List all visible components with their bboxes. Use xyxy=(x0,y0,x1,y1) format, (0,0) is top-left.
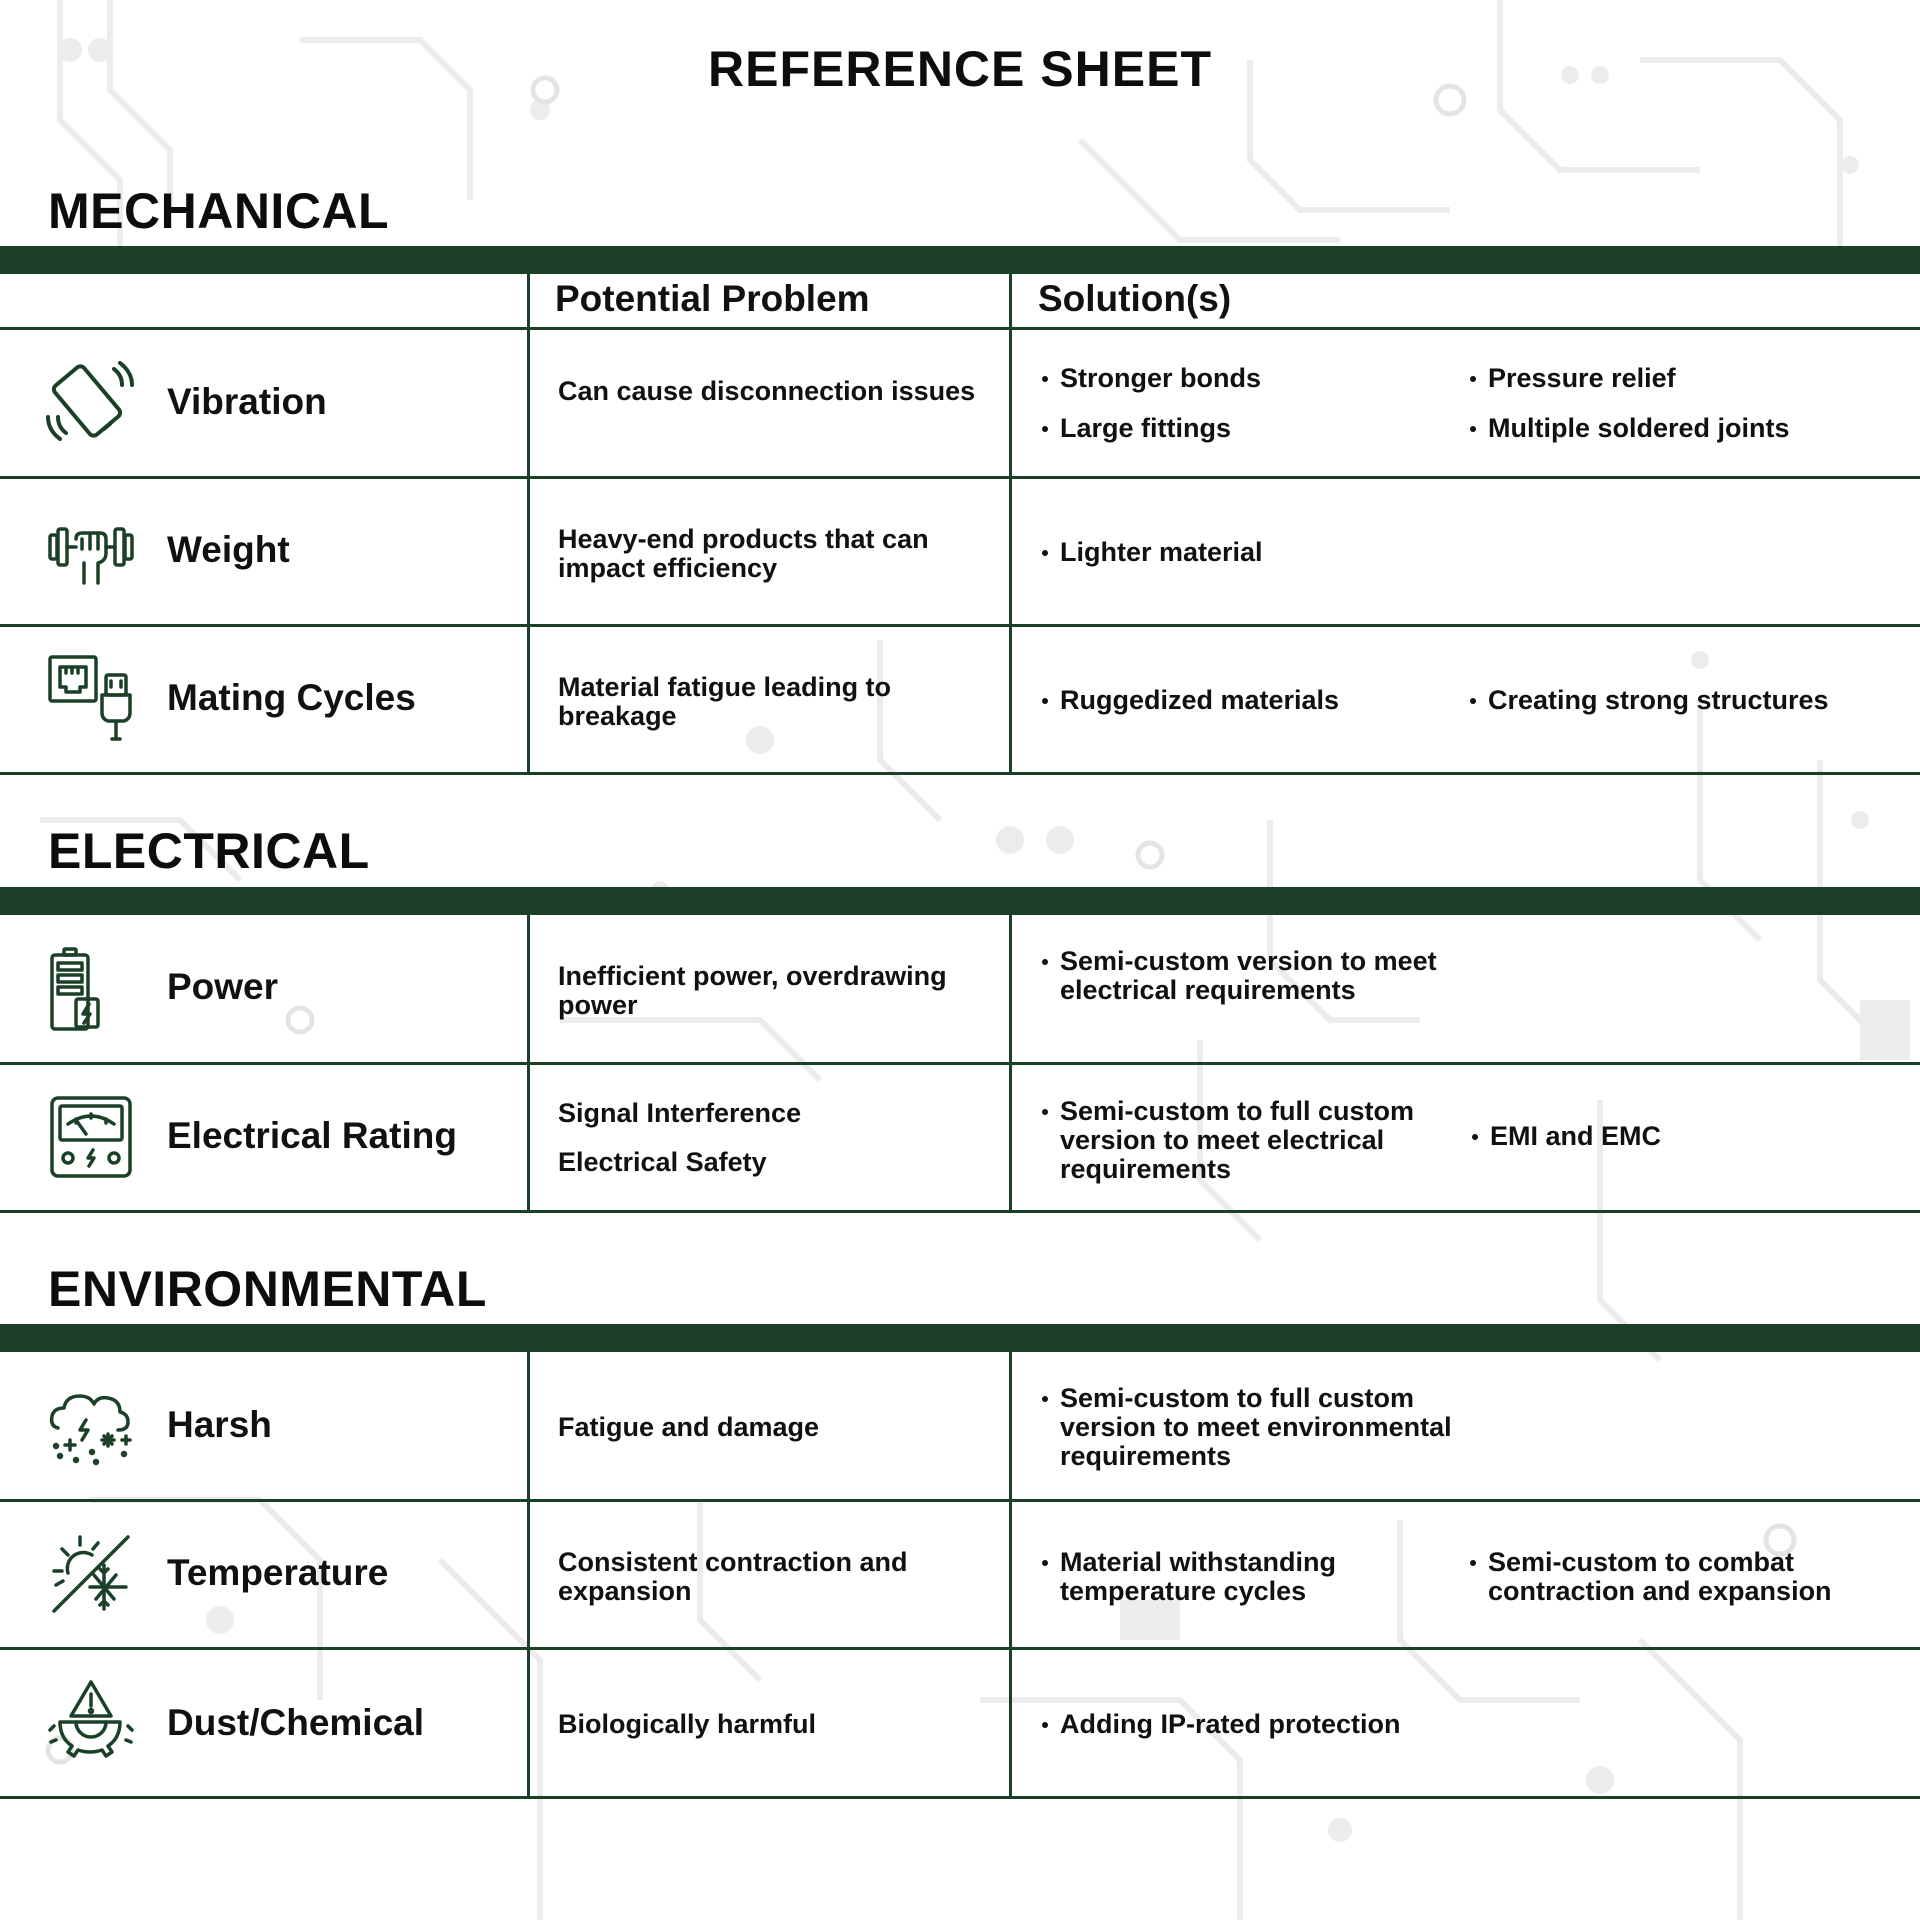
row-divider xyxy=(0,1796,1920,1799)
solution-item: EMI and EMC xyxy=(1470,1122,1870,1151)
solution-item: Semi-custom to full custom version to meet electrical requirements xyxy=(1040,1097,1440,1184)
solution-item: Lighter material xyxy=(1040,538,1440,567)
solution-cell xyxy=(1040,364,1420,443)
section-heading-environmental: ENVIRONMENTAL xyxy=(48,1261,487,1317)
voltmeter-icon xyxy=(46,1092,136,1182)
problem-text: Fatigue and damage xyxy=(558,1412,820,1442)
problem-cell xyxy=(558,673,988,731)
solution-item: Stronger bonds xyxy=(1040,364,1420,393)
solution-item: Ruggedized materials xyxy=(1040,686,1440,715)
column-header-problem: Potential Problem xyxy=(555,278,870,319)
row-divider xyxy=(0,772,1920,775)
table-row xyxy=(0,627,1920,772)
solution-item: Semi-custom to full custom version to meet environmental requirements xyxy=(1040,1384,1470,1471)
problem-text: Electrical Safety xyxy=(558,1147,767,1177)
section-band xyxy=(0,887,1920,915)
sun-snowflake-icon xyxy=(46,1529,136,1619)
table-row xyxy=(0,330,1920,476)
problem-text: Heavy-end products that can impact efficiency xyxy=(558,524,929,583)
solution-item: Large fittings xyxy=(1040,414,1420,443)
solution-cell xyxy=(1040,538,1440,567)
solution-item: Adding IP-rated protection xyxy=(1040,1710,1480,1739)
table-row xyxy=(0,915,1920,1062)
solution-cell xyxy=(1040,1548,1430,1606)
problem-cell xyxy=(558,1413,988,1442)
problem-text: Can cause disconnection issues xyxy=(558,376,976,406)
table-row xyxy=(0,479,1920,624)
battery-icon xyxy=(46,943,136,1033)
row-label: Mating Cycles xyxy=(167,677,416,718)
solution-item: Pressure relief xyxy=(1468,364,1888,393)
solution-item: Multiple soldered joints xyxy=(1468,414,1888,443)
row-divider xyxy=(0,1210,1920,1213)
hazard-gear-icon xyxy=(46,1678,136,1768)
table-row xyxy=(0,1650,1920,1796)
row-label: Vibration xyxy=(167,381,327,422)
ethernet-port-plug-icon xyxy=(46,653,136,743)
section-band xyxy=(0,1324,1920,1352)
problem-text: Signal Interference xyxy=(558,1098,802,1128)
row-label: Weight xyxy=(167,529,290,570)
row-label: Dust/Chemical xyxy=(167,1702,425,1743)
solution-item: Semi-custom to combat contraction and expansion xyxy=(1468,1548,1888,1606)
problem-cell xyxy=(558,1099,988,1177)
table-row xyxy=(0,1065,1920,1210)
problem-cell xyxy=(558,1710,988,1739)
table-row xyxy=(0,1502,1920,1647)
row-label: Electrical Rating xyxy=(167,1115,457,1156)
page-title: REFERENCE SHEET xyxy=(708,41,1212,97)
solution-cell xyxy=(1468,1548,1888,1606)
section-heading-mechanical: MECHANICAL xyxy=(48,183,390,239)
problem-text: Material fatigue leading to breakage xyxy=(558,672,892,731)
table-row xyxy=(0,1352,1920,1499)
solution-cell xyxy=(1040,686,1440,715)
solution-item: Semi-custom version to meet electrical requirements xyxy=(1040,947,1440,1005)
vibrating-phone-icon xyxy=(46,357,136,447)
problem-cell xyxy=(558,1548,988,1606)
solution-item: Creating strong structures xyxy=(1468,686,1898,715)
dumbbell-icon xyxy=(46,505,136,595)
problem-cell xyxy=(558,377,988,406)
solution-cell xyxy=(1040,947,1440,1005)
solution-cell xyxy=(1040,1384,1470,1471)
solution-cell xyxy=(1468,364,1888,443)
row-label: Temperature xyxy=(167,1552,389,1593)
problem-text: Biologically harmful xyxy=(558,1709,817,1739)
problem-cell xyxy=(558,525,988,583)
row-label: Harsh xyxy=(167,1404,272,1445)
solution-cell xyxy=(1470,1122,1870,1151)
storm-cloud-icon xyxy=(46,1380,136,1470)
solution-cell xyxy=(1040,1097,1440,1184)
solution-item: Material withstanding temperature cycles xyxy=(1040,1548,1430,1606)
problem-text: Inefficient power, overdrawing power xyxy=(558,961,947,1020)
row-label: Power xyxy=(167,966,279,1007)
section-band xyxy=(0,246,1920,274)
solution-cell xyxy=(1040,1710,1480,1739)
problem-text: Consistent contraction and expansion xyxy=(558,1547,908,1606)
problem-cell xyxy=(558,962,988,1020)
column-header-solution: Solution(s) xyxy=(1038,278,1232,319)
section-heading-electrical: ELECTRICAL xyxy=(48,823,370,879)
solution-cell xyxy=(1468,686,1898,715)
